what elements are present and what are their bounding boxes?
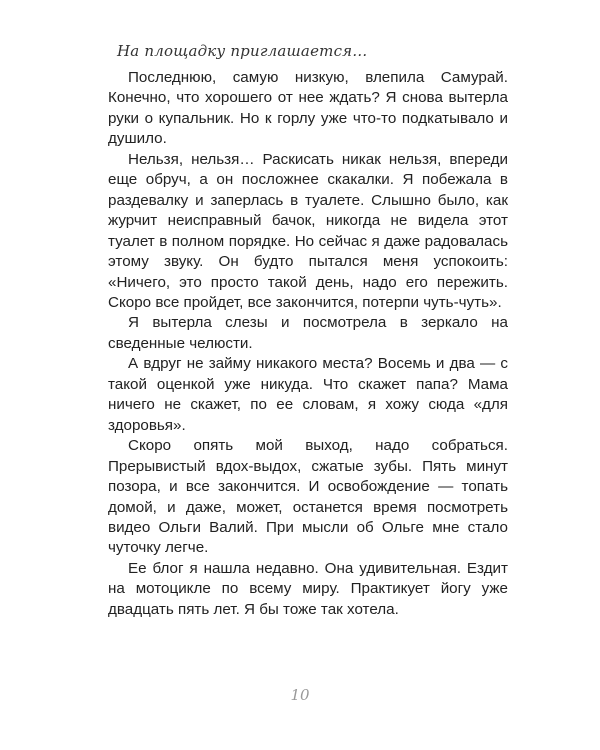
paragraph: Нельзя, нельзя… Раскисать никак нельзя, впереди еще обруч, а он посложнее скакалки. Я побежала в раздевалку и заперлась в туалете. Слышно было, как журчит неисправный бачок, никогда не видела этот туалет в полном порядке. Но сейчас я даже радовалась этому звуку. Он будто пытался меня успокоить: «Ничего, это просто такой день, надо его пережить. Скоро все пройдет, все закончится, потерпи чуть-чуть». bbox=[108, 150, 508, 311]
paragraph: Скоро опять мой выход, надо собраться. Прерывистый вдох-выдох, сжатые зубы. Пять минут позора, и все закончится. И освобождение — топать домой, и даже, может, останется время посмотреть видео Ольги Валий. При мысли об Ольге мне стало чуточку легче. bbox=[108, 437, 508, 557]
body-text bbox=[108, 68, 508, 620]
paragraph: Я вытерла слезы и посмотрела в зеркало на сведенные челюсти. bbox=[108, 314, 508, 352]
running-head: На площадку приглашается… bbox=[117, 42, 368, 60]
paragraph: А вдруг не займу никакого места? Восемь и два — с такой оценкой уже никуда. Что скажет папа? Мама ничего не скажет, по ее словам, я хожу сюда «для здоровья». bbox=[108, 355, 508, 434]
paragraph: Ее блог я нашла недавно. Она удивительная. Ездит на мотоцикле по всему миру. Практикует йогу уже двадцать пять лет. Я бы тоже так хотела. bbox=[108, 559, 508, 618]
paragraph: Последнюю, самую низкую, влепила Самурай. Конечно, что хорошего от нее ждать? Я снова вытерла руки о купальник. Но к горлу уже что-то подкатывало и душило. bbox=[108, 69, 508, 148]
page-number: 10 bbox=[290, 686, 310, 704]
